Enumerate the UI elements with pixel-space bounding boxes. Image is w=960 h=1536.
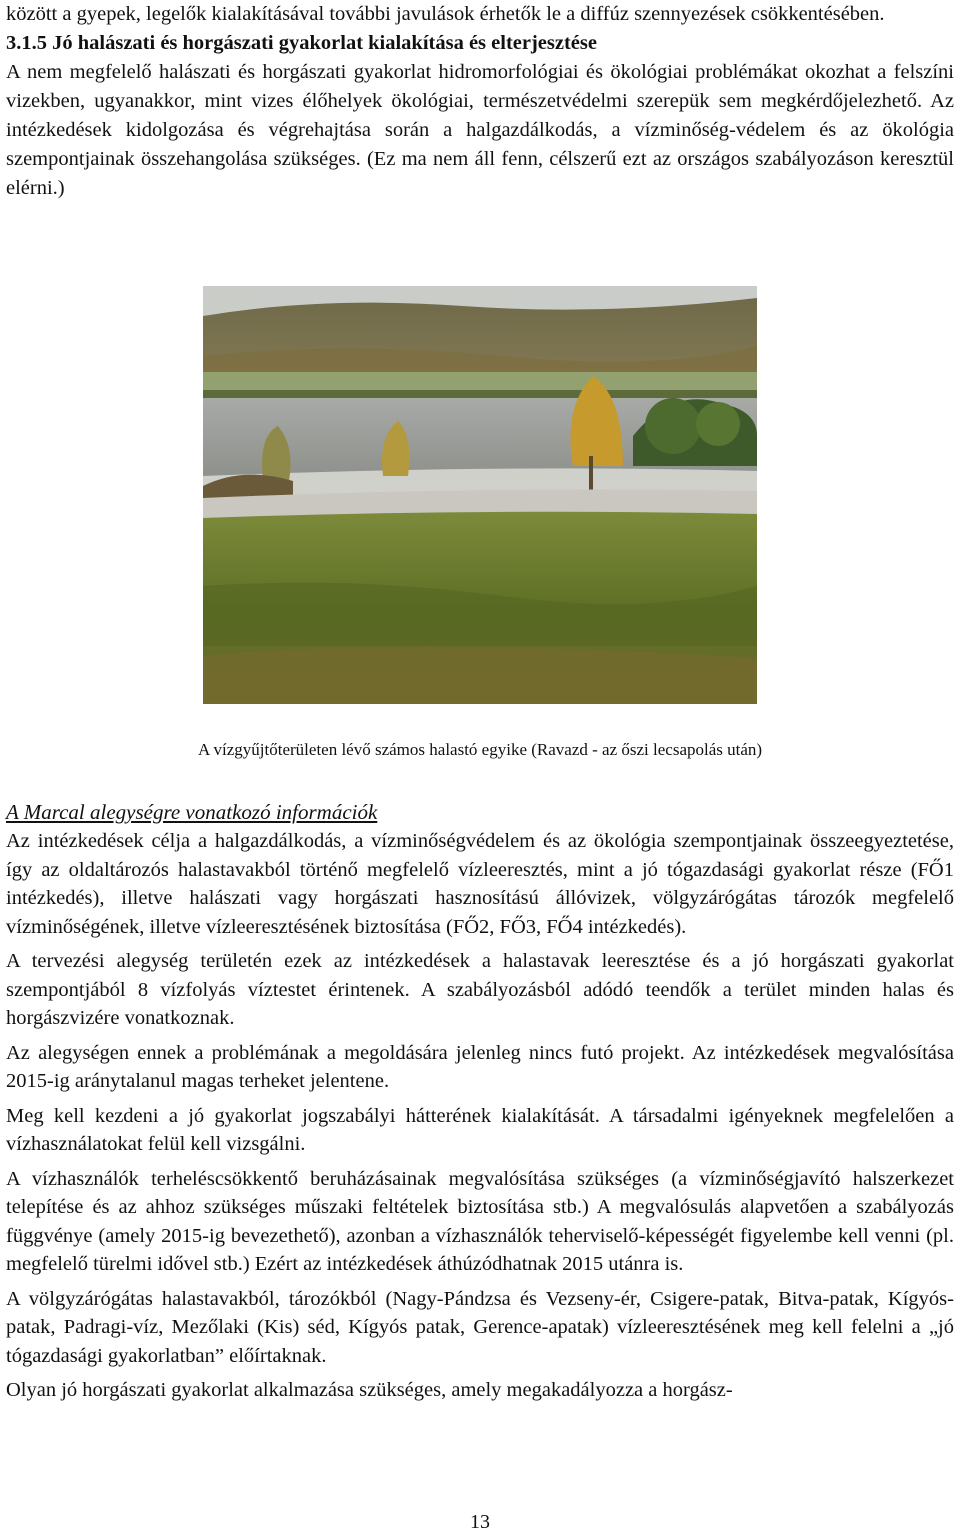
photo-caption: A vízgyűjtőterületen lévő számos halastó egyike (Ravazd - az őszi lecsapolás után) xyxy=(197,740,763,759)
paragraph-5: A vízhasználók terheléscsökkentő beruházásainak megvalósítása szükséges (a vízminőségjavító halszerkezet telepítése és az ahhoz szükséges műszaki feltételek biztosítása stb.) A megvalósulás alapvetően a szabályozás függvénye (amely 2015-ig bevezethető), azonban a vízhasználók teherviselő-képességét figyelembe kell venni (pl. megfelelő türelmi idővel stb.) Ezért az intézkedések áthúzódhatnak 2015 utánra is. xyxy=(6,1167,954,1275)
paragraph-2: A tervezési alegység területén ezek az intézkedések a halastavak leeresztése és a jó horgászati gyakorlat szempontjából 8 vízfolyás víztestet érintenek. A szabályozásból adódó teendők a terület minden halas és horgászvizére vonatkoznak. xyxy=(6,950,954,1029)
paragraph-7: Olyan jó horgászati gyakorlat alkalmazása szükséges, amely megakadályozza a horgász- xyxy=(6,1379,733,1401)
fishpond-photo xyxy=(203,286,757,704)
intro-paragraph: A nem megfelelő halászati és horgászati gyakorlat hidromorfológiai és ökológiai problémákat okozhat a felszíni vizekben, ugyanakkor, mint vizes élőhelyek ökológiai, természetvédelmi szerepük sem megkérdőjelezhető. Az intézkedések kidolgozása és végrehajtása során a halgazdálkodás, a vízminőség-védelem és az ökológia szempontjainak összehangolása szükséges. (Ez ma nem áll fenn, célszerű ezt az országos szabályozáson keresztül elérni.) xyxy=(6,61,954,199)
subsection-title: A Marcal alegységre vonatkozó információk xyxy=(6,800,378,824)
marcal-section xyxy=(6,797,954,1405)
continuation-paragraph: között a gyepek, legelők kialakításával további javulások érhetők le a diffúz szennyezések csökkentésében. xyxy=(6,3,885,25)
page-number: 13 xyxy=(470,1511,490,1533)
paragraph-4: Meg kell kezdeni a jó gyakorlat jogszabályi hátterének kialakítását. A társadalmi igényeknek megfelelően a vízhasználatokat felül kell vizsgálni. xyxy=(6,1104,954,1155)
paragraph-3: Az alegységen ennek a problémának a megoldására jelenleg nincs futó projekt. Az intézkedések megvalósítása 2015-ig aránytalanul magas terheket jelentene. xyxy=(6,1041,954,1092)
paragraph-1: Az intézkedések célja a halgazdálkodás, a vízminőségvédelem és az ökológia szempontjainak összeegyeztetése, így az oldaltározós halastavakból történő megfelelő vízleeresztés, mint a jó tógazdasági gyakorlat része (FŐ1 intézkedés), illetve halászati vagy horgászati hasznosítású állóvizek, völgyzárógátas tározók megfelelő vízminőségének, illetve vízleeresztésének biztosítása (FŐ2, FŐ3, FŐ4 intézkedés). xyxy=(6,830,954,938)
top-text-block xyxy=(6,0,954,203)
paragraph-6: A völgyzárógátas halastavakból, tározókból (Nagy-Pándzsa és Vezseny-ér, Csigere-patak, Bitva-patak, Kígyós-patak, Padragi-víz, Mezőlaki (Kis) séd, Kígyós patak, Gerence-apatak) vízleeresztésének meg kell felelni a „jó tógazdasági gyakorlatban” előírtaknak. xyxy=(6,1287,954,1367)
section-heading: 3.1.5 Jó halászati és horgászati gyakorlat kialakítása és elterjesztése xyxy=(6,32,597,54)
